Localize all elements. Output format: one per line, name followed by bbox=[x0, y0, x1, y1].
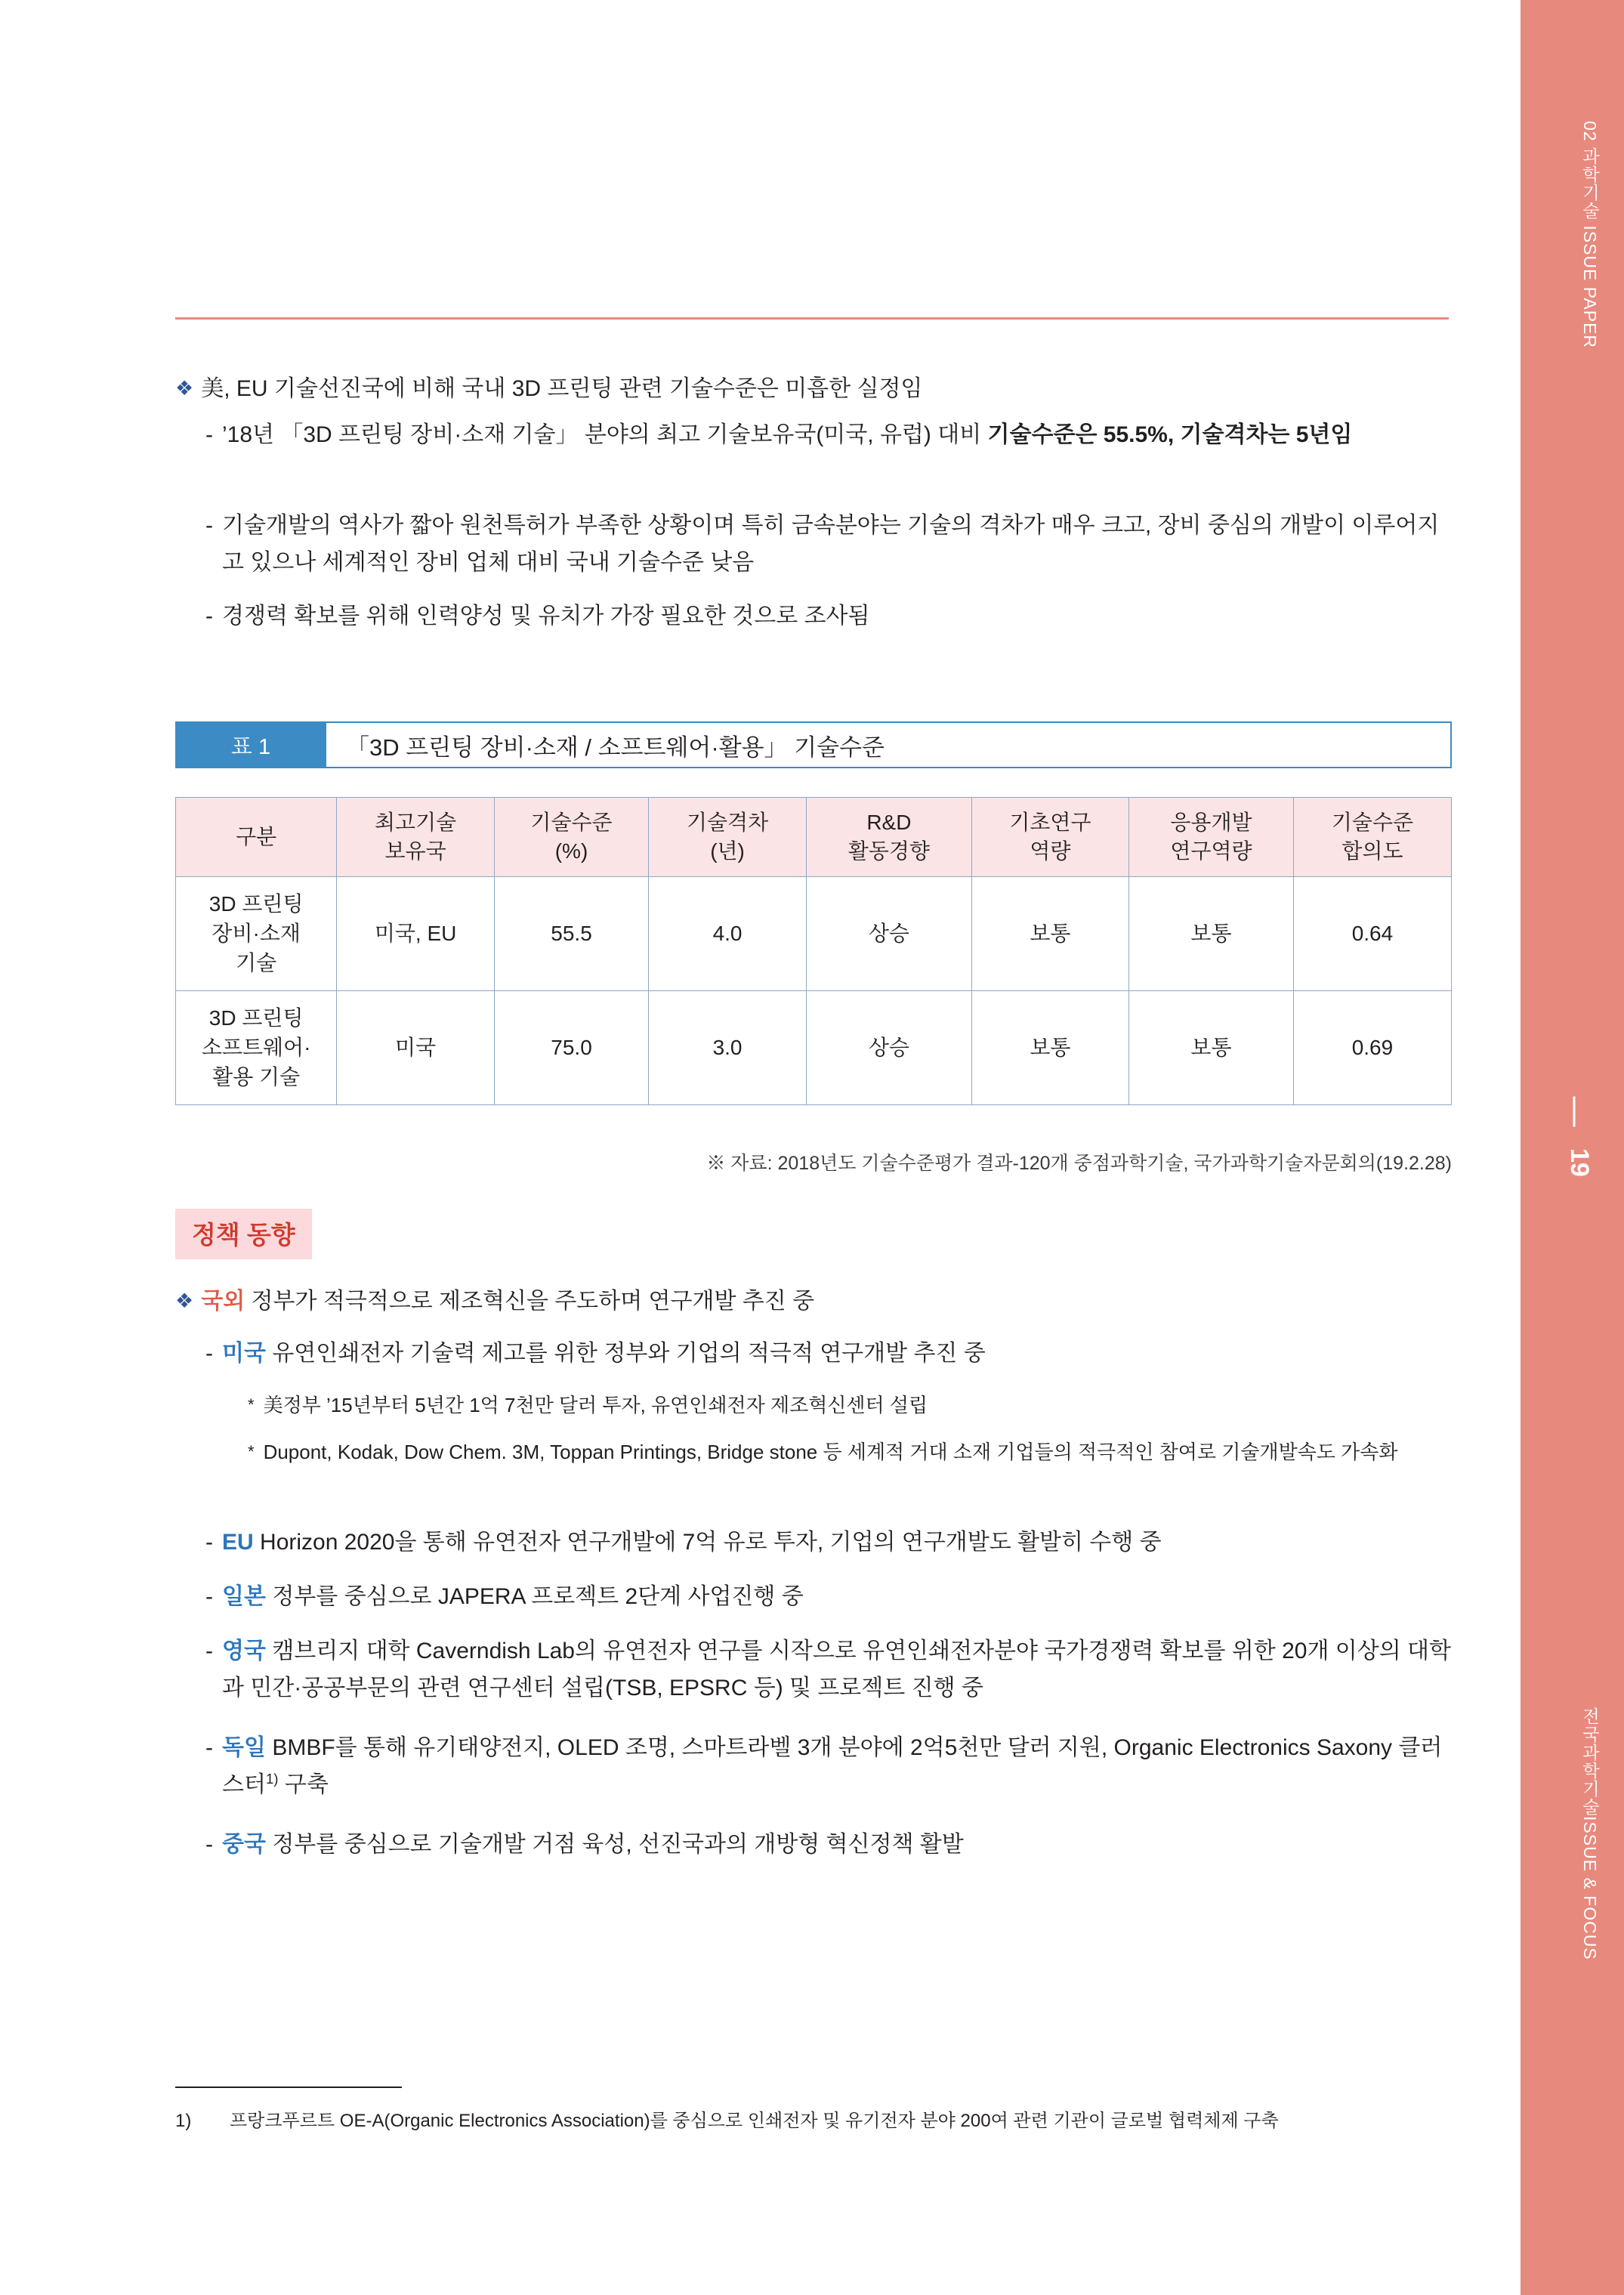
table-header-row bbox=[176, 798, 1452, 877]
table-caption: 「3D 프린팅 장비·소재 / 소프트웨어·활용」 기술수준 bbox=[326, 721, 1452, 768]
policy-item-jp bbox=[175, 1579, 1459, 1616]
table-tag: 표 1 bbox=[175, 721, 326, 768]
cell-row1-col2: 75.0 bbox=[494, 990, 648, 1104]
policy-item-de-text-pre: BMBF를 통해 유기태양전지, OLED 조명, 스마트라벨 3개 분야에 2억5천만 달러 지원, Organic Electronics Saxony 클러스터 bbox=[222, 1735, 1443, 1797]
dash-icon: - bbox=[205, 513, 213, 538]
table-row bbox=[176, 990, 1452, 1104]
cell-row0-col6: 보통 bbox=[1129, 876, 1294, 990]
top-item-2-text: 기술개발의 역사가 짧아 원천특허가 부족한 상황이며 특히 금속분야는 기술의 격차가 매우 크고, 장비 중심의 개발이 이루어지고 있으나 세계적인 장비 업체 대비 국내 기술수준 낮음 bbox=[222, 513, 1440, 575]
cell-row1-col5: 보통 bbox=[971, 990, 1128, 1104]
top-item-3-text: 경쟁력 확보를 위해 인력양성 및 유치가 가장 필요한 것으로 조사됨 bbox=[222, 604, 870, 629]
cell-row1-col0: 3D 프린팅 소프트웨어· 활용 기술 bbox=[176, 990, 337, 1104]
dash-icon: - bbox=[205, 1735, 213, 1760]
policy-item-de bbox=[175, 1730, 1459, 1803]
col-header-1: 최고기술 보유국 bbox=[337, 798, 495, 877]
policy-item-jp-keyword: 일본 bbox=[222, 1584, 266, 1609]
dash-icon: - bbox=[205, 1832, 213, 1857]
diamond-icon: ❖ bbox=[175, 1290, 194, 1312]
table-head bbox=[176, 798, 1452, 877]
dash-icon: - bbox=[205, 1530, 213, 1555]
col-header-7: 기술수준 합의도 bbox=[1293, 798, 1451, 877]
page-number: 19 bbox=[1565, 1148, 1594, 1177]
footnote-number: 1) bbox=[175, 2111, 192, 2131]
col-header-2: 기술수준 (%) bbox=[494, 798, 648, 877]
cell-row0-col2: 55.5 bbox=[494, 876, 648, 990]
policy-item-cn-text: 정부를 중심으로 기술개발 거점 육성, 선진국과의 개방형 혁신정책 활발 bbox=[272, 1832, 964, 1857]
policy-bullet-row bbox=[175, 1284, 1459, 1320]
policy-bullet-text: 정부가 적극적으로 제조혁신을 주도하며 연구개발 추진 중 bbox=[251, 1289, 815, 1314]
top-bullet-text: 美, EU 기술선진국에 비해 국내 3D 프린팅 관련 기술수준은 미흡한 실정임 bbox=[201, 376, 923, 401]
tech-level-table bbox=[175, 797, 1452, 1105]
policy-bullet-keyword: 국외 bbox=[201, 1289, 245, 1314]
policy-item-eu bbox=[175, 1524, 1459, 1561]
top-item-1-plain: ’18년 「3D 프린팅 장비·소재 기술」 분야의 최고 기술보유국(미국, 유럽) 대비 bbox=[222, 422, 988, 447]
dash-icon: - bbox=[205, 1584, 213, 1609]
col-header-4: R&D 활동경향 bbox=[806, 798, 971, 877]
cell-row0-col4: 상승 bbox=[806, 876, 971, 990]
sidebar-label-top: 02 과학기술 ISSUE PAPER bbox=[1580, 121, 1600, 349]
policy-item-eu-keyword: EU bbox=[222, 1530, 254, 1555]
side-bar bbox=[1521, 0, 1624, 2295]
section-badge-policy: 정책 동향 bbox=[175, 1209, 312, 1259]
policy-item-de-text-post: 구축 bbox=[278, 1771, 329, 1797]
col-header-5: 기초연구 역량 bbox=[971, 798, 1128, 877]
policy-item-uk-text: 캠브리지 대학 Caverndish Lab의 유연전자 연구를 시작으로 유연인쇄전자분야 국가경쟁력 확보를 위한 20개 이상의 대학과 민간·공공부문의 관련 연구센터 설립(TSB, EPSRC 등) 및 프로젝트 진행 중 bbox=[222, 1639, 1451, 1700]
policy-item-de-keyword: 독일 bbox=[222, 1735, 266, 1760]
policy-sub-us-2-text: Dupont, Kodak, Dow Chem. 3M, Toppan Printings, Bridge stone 등 세계적 거대 소재 기업들의 적극적인 참여로 기술개발속도 가속화 bbox=[263, 1441, 1398, 1463]
cell-row1-col7: 0.69 bbox=[1293, 990, 1451, 1104]
dash-icon: - bbox=[205, 604, 213, 629]
policy-item-jp-text: 정부를 중심으로 JAPERA 프로젝트 2단계 사업진행 중 bbox=[272, 1584, 804, 1609]
top-bullet-row bbox=[175, 372, 1459, 407]
footnote bbox=[175, 2108, 1459, 2135]
policy-item-cn-keyword: 중국 bbox=[222, 1832, 266, 1857]
sidebar-label-bottom: 전국과학기술ISSUE & FOCUS bbox=[1580, 1707, 1600, 1960]
cell-row1-col6: 보통 bbox=[1129, 990, 1294, 1104]
top-item-3 bbox=[175, 598, 1459, 635]
dash-icon: - bbox=[205, 1639, 213, 1663]
dash-icon: - bbox=[205, 1341, 213, 1366]
top-item-1-bold: 기술수준은 55.5%, 기술격차는 5년임 bbox=[987, 422, 1353, 447]
policy-item-uk-keyword: 영국 bbox=[222, 1639, 266, 1663]
table-body bbox=[176, 876, 1452, 1104]
col-header-3: 기술격차 (년) bbox=[649, 798, 807, 877]
policy-sub-us-1 bbox=[175, 1390, 1459, 1420]
cell-row0-col5: 보통 bbox=[971, 876, 1128, 990]
col-header-6: 응용개발 연구역량 bbox=[1129, 798, 1294, 877]
table-source-note: ※ 자료: 2018년도 기술수준평가 결과-120개 중점과학기술, 국가과학기술자문회의(19.2.28) bbox=[706, 1153, 1452, 1174]
top-item-1 bbox=[175, 417, 1459, 454]
footnote-text: 프랑크푸르트 OE-A(Organic Electronics Association)를 중심으로 인쇄전자 및 유기전자 분야 200여 관련 기관이 글로벌 협력체제 구축 bbox=[230, 2111, 1279, 2131]
asterisk-icon: * bbox=[248, 1395, 255, 1414]
table-row bbox=[176, 876, 1452, 990]
policy-item-eu-text: Horizon 2020을 통해 유연전자 연구개발에 7억 유로 투자, 기업의 연구개발도 활발히 수행 중 bbox=[260, 1530, 1162, 1555]
policy-item-cn bbox=[175, 1827, 1459, 1864]
cell-row1-col3: 3.0 bbox=[649, 990, 807, 1104]
cell-row0-col0: 3D 프린팅 장비·소재 기술 bbox=[176, 876, 337, 990]
cell-row0-col7: 0.64 bbox=[1293, 876, 1451, 990]
cell-row1-col1: 미국 bbox=[337, 990, 495, 1104]
cell-row0-col1: 미국, EU bbox=[337, 876, 495, 990]
footnote-divider bbox=[175, 2087, 402, 2088]
policy-item-uk bbox=[175, 1633, 1459, 1707]
diamond-icon: ❖ bbox=[175, 377, 194, 400]
cell-row1-col4: 상승 bbox=[806, 990, 971, 1104]
top-item-2 bbox=[175, 508, 1459, 581]
policy-item-us bbox=[175, 1336, 1459, 1373]
cell-row0-col3: 4.0 bbox=[649, 876, 807, 990]
policy-item-us-text: 유연인쇄전자 기술력 제고를 위한 정부와 기업의 적극적 연구개발 추진 중 bbox=[272, 1341, 986, 1366]
policy-sub-us-2 bbox=[175, 1437, 1459, 1467]
page-number-rule bbox=[1573, 1097, 1576, 1127]
top-divider bbox=[175, 317, 1449, 320]
policy-item-us-keyword: 미국 bbox=[222, 1341, 266, 1366]
col-header-0: 구분 bbox=[176, 798, 337, 877]
asterisk-icon: * bbox=[248, 1442, 255, 1461]
table-caption-bar bbox=[175, 721, 1452, 768]
footnote-marker: 1) bbox=[265, 1770, 279, 1787]
dash-icon: - bbox=[205, 422, 213, 447]
policy-sub-us-1-text: 美정부 ’15년부터 5년간 1억 7천만 달러 투자, 유연인쇄전자 제조혁신센터 설립 bbox=[263, 1394, 928, 1416]
